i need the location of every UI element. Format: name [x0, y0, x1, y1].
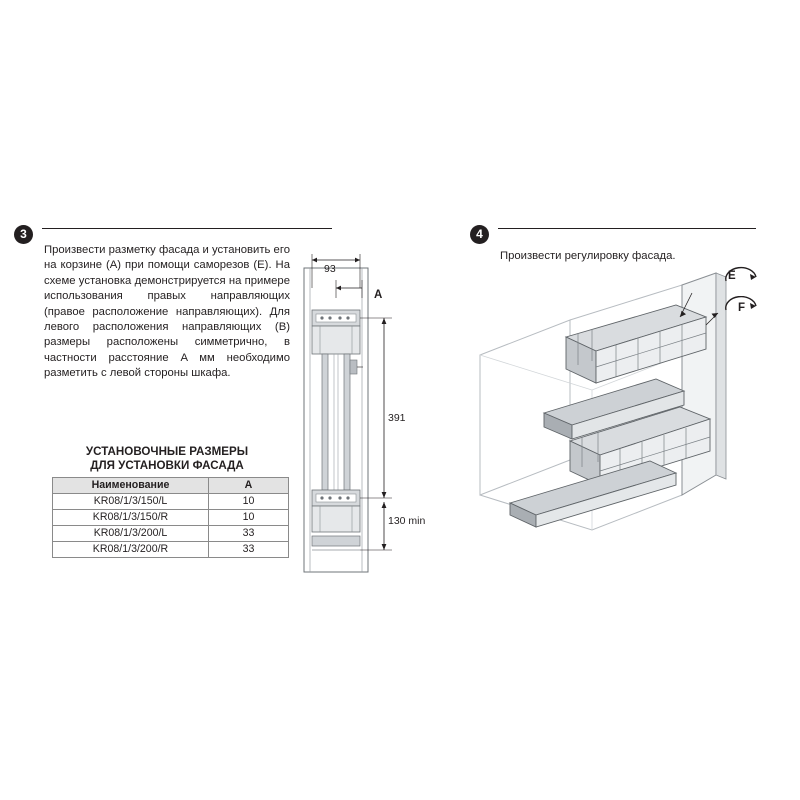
dimension-height-391: 391: [388, 412, 406, 424]
table-row: [53, 510, 289, 526]
table-cell-name: KR08/1/3/200/L: [53, 526, 209, 542]
table-row: [53, 526, 289, 542]
table-title-line2: ДЛЯ УСТАНОВКИ ФАСАДА: [90, 459, 244, 472]
table-row: [53, 542, 289, 558]
table-cell-name: KR08/1/3/150/R: [53, 510, 209, 526]
step-3-badge: 3: [14, 225, 33, 244]
table-title: [44, 445, 290, 473]
label-f: F: [738, 302, 746, 314]
label-e: E: [728, 270, 736, 282]
step-3-paragraph: [44, 243, 290, 382]
table-cell-a: 33: [209, 542, 289, 558]
step-4-badge: 4: [470, 225, 489, 244]
dimension-width-93: 93: [324, 263, 336, 275]
table-header-row: [53, 478, 289, 494]
table-cell-name: KR08/1/3/200/R: [53, 542, 209, 558]
table-title-line1: УСТАНОВОЧНЫЕ РАЗМЕРЫ: [85, 445, 249, 458]
table-header-name: Наименование: [53, 478, 209, 494]
dimensions-table: [52, 477, 289, 558]
table-cell-a: 33: [209, 526, 289, 542]
table-row: [53, 494, 289, 510]
step-3-divider: [42, 228, 332, 229]
step-3-paragraph-text: Произвести разметку фасада и установить его на корзине (A) при помощи саморезов (E). На схеме установка демонстрируется на примере использования правых направляющих (правое расположение направляющих). Для левого расположения направляющих (B) размеры расположены симметрично, в частности расстояние A мм необходимо разметить с левой стороны шкафа.: [44, 244, 290, 380]
dimension-bottom-130min: 130 min: [388, 515, 426, 527]
label-a-callout: A: [374, 289, 383, 301]
step-4-paragraph: Произвести регулировку фасада.: [500, 250, 676, 262]
table-cell-a: 10: [209, 510, 289, 526]
table-cell-a: 10: [209, 494, 289, 510]
table-cell-name: KR08/1/3/150/L: [53, 494, 209, 510]
table-header-a: A: [209, 478, 289, 494]
step-4-divider: [498, 228, 756, 229]
